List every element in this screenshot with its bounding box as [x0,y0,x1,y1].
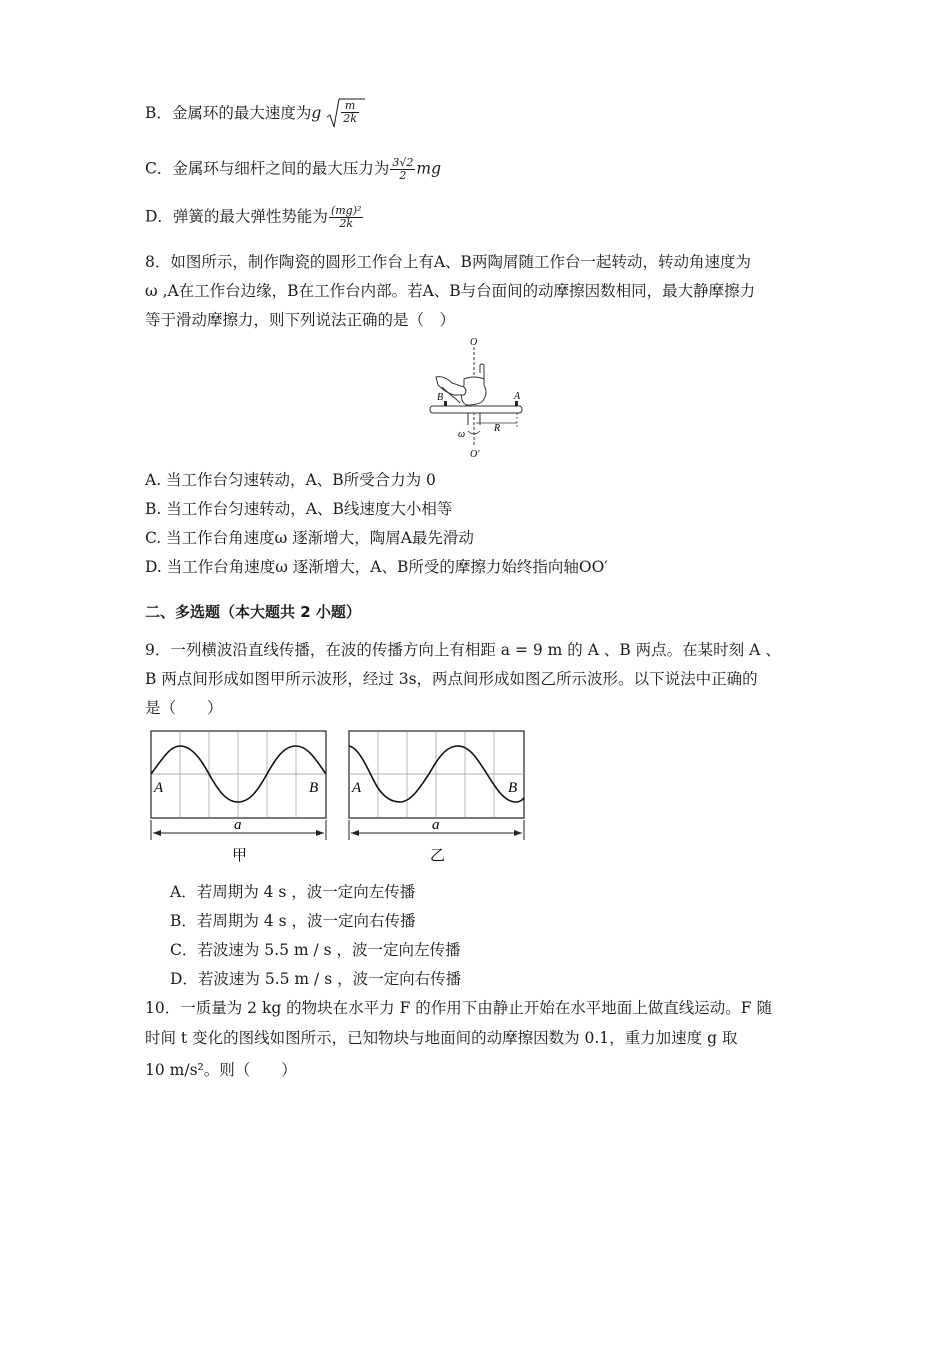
label-b-point: B [309,780,319,796]
label-distance-a: a [234,817,242,833]
q10-stem-line-2: 时间 t 变化的图线如图所示，已知物块与地面间的动摩擦因数为 0.1，重力加速度 g 取 [145,1029,738,1047]
q7-option-c[interactable]: C．金属环与细杆之间的最大压力为 $\frac{3√2}{2}$ mg [145,156,442,182]
caption-jia: 甲 [232,848,248,864]
q7-option-b[interactable]: B．金属环的最大速度为g $\frac{m}{2k}$ [145,97,366,131]
label-distance-a: a [432,817,440,833]
q9-option-a[interactable]: A．若周期为 4 s ，波一定向左传播 [170,883,416,901]
label-r: R [494,423,501,434]
q10-stem-line-3: 10 m/s²。则（ ） [145,1061,297,1079]
section-heading-multi-choice: 二、多选题（本大题共 2 小题） [145,603,361,621]
q9-stem-line-1: 9．一列横波沿直线传播，在波的传播方向上有相距 a = 9 m 的 A 、B 两点。在某时刻 A 、 [145,641,781,659]
sqrt-symbol: $\frac{m}{2k}$ [326,97,366,131]
label-o: O [470,337,478,348]
hand-right [480,364,484,379]
q7-option-d[interactable]: D．弹簧的最大弹性势能为 $\frac{\text{(mg)²}}{2k}$ [145,204,362,230]
q8-stem-line-3: 等于滑动摩擦力，则下列说法正确的是（ ） [145,311,456,329]
label-a-point: A [154,780,164,796]
q8-option-b[interactable]: B. 当工作台匀速转动，A、B线速度大小相等 [145,500,453,518]
q10-stem-line-1: 10．一质量为 2 kg 的物块在水平力 F 的作用下由静止开始在水平地面上做直线运动。F 随 [145,999,772,1017]
label-b: B [437,392,444,403]
label-o-prime: O′ [470,449,480,460]
q9-stem-line-2: B 两点间形成如图甲所示波形，经过 3s，两点间形成如图乙所示波形。以下说法中正确的 [145,670,758,688]
label-a: A [514,391,521,402]
q9-option-d[interactable]: D．若波速为 5.5 m / s ，波一定向右传播 [170,970,462,988]
q8-stem-line-2: ω ,A在工作台边缘，B在工作台内部。若A、B与台面间的动摩擦因数相同，最大静摩擦力 [145,282,756,300]
q8-stem-line-1: 8．如图所示，制作陶瓷的圆形工作台上有A、B两陶屑随工作台一起转动，转动角速度为 [145,253,751,271]
turntable [430,406,522,413]
q8-pottery-wheel-figure [424,335,534,460]
label-omega: ω [458,429,466,440]
q9-option-c[interactable]: C．若波速为 5.5 m / s ，波一定向左传播 [170,941,461,959]
q9-wave-figure-right [346,728,530,868]
caption-yi: 乙 [430,848,446,864]
q9-wave-figure-left [148,728,330,868]
q9-stem-line-3: 是（ ） [145,699,223,717]
q9-option-b[interactable]: B．若周期为 4 s ，波一定向右传播 [170,912,416,930]
q8-option-c[interactable]: C. 当工作台角速度ω 逐渐增大，陶屑A最先滑动 [145,529,474,547]
q8-option-a[interactable]: A. 当工作台匀速转动，A、B所受合力为 0 [145,471,436,489]
marker-b [444,401,447,406]
q8-option-d[interactable]: D. 当工作台角速度ω 逐渐增大，A、B所受的摩擦力始终指向轴OO′ [145,558,608,576]
label-a-point: A [352,780,362,796]
label-b-point: B [508,780,518,796]
